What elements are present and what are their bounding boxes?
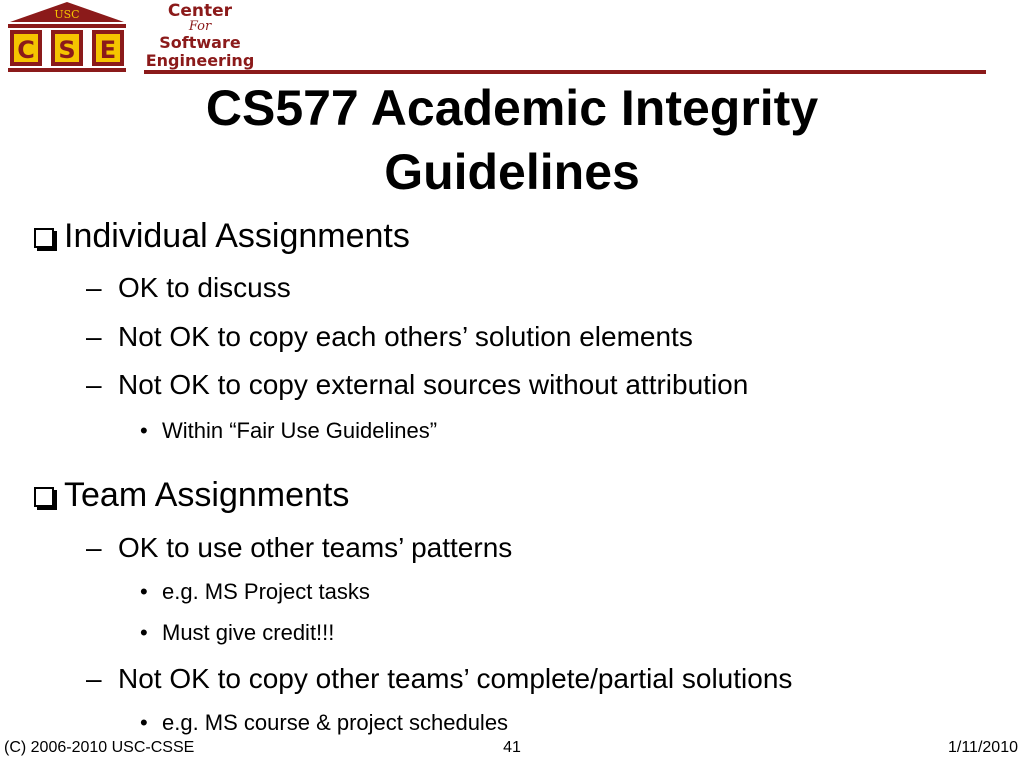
dot-bullet-icon: • xyxy=(140,710,148,735)
footer-copyright: (C) 2006-2010 USC-CSSE xyxy=(4,739,195,756)
sub-list-item-text: Must give credit!!! xyxy=(162,620,335,645)
checkbox-bullet-icon xyxy=(34,228,54,248)
checkbox-bullet-icon xyxy=(34,487,54,507)
dot-bullet-icon: • xyxy=(140,620,148,645)
list-item xyxy=(86,531,512,565)
section-heading xyxy=(34,475,349,515)
logo-letter-s: S xyxy=(58,36,76,64)
section-heading xyxy=(34,216,410,256)
logo-letter-e: E xyxy=(99,36,117,64)
slide-title-line-1: CS577 Academic Integrity xyxy=(205,80,819,136)
dash-bullet-icon: – xyxy=(86,532,102,563)
slide-title-line-2: Guidelines xyxy=(384,144,640,200)
org-line-software: Software xyxy=(159,33,241,52)
dot-bullet-icon: • xyxy=(140,418,148,443)
org-line-center: Center xyxy=(167,1,233,21)
logo-letter-c: C xyxy=(17,36,35,64)
dash-bullet-icon: – xyxy=(86,272,102,303)
list-item-text: Not OK to copy other teams’ complete/partial solutions xyxy=(118,663,793,694)
footer-date: 1/11/2010 xyxy=(948,739,1018,756)
list-item xyxy=(86,368,748,402)
org-line-for: For xyxy=(188,19,212,34)
list-item xyxy=(86,271,291,305)
list-item-text: OK to use other teams’ patterns xyxy=(118,532,513,563)
sub-list-item xyxy=(140,417,437,445)
section-heading-text: Team Assignments xyxy=(64,476,350,514)
list-item xyxy=(86,662,792,696)
org-line-engineering: Engineering xyxy=(145,51,255,70)
logo-usc-text: USC xyxy=(54,8,80,21)
dash-bullet-icon: – xyxy=(86,663,102,694)
footer-page-number: 41 xyxy=(503,739,521,756)
sub-list-item xyxy=(140,578,370,606)
sub-list-item-text: e.g. MS course & project schedules xyxy=(162,710,509,735)
dot-bullet-icon: • xyxy=(140,579,148,604)
list-item-text: OK to discuss xyxy=(118,272,291,303)
sub-list-item-text: Within “Fair Use Guidelines” xyxy=(162,418,438,443)
dash-bullet-icon: – xyxy=(86,369,102,400)
list-item xyxy=(86,320,693,354)
list-item-text: Not OK to copy external sources without attribution xyxy=(118,369,749,400)
list-item-text: Not OK to copy each others’ solution elements xyxy=(118,321,693,352)
dash-bullet-icon: – xyxy=(86,321,102,352)
sub-list-item xyxy=(140,619,334,647)
sub-list-item xyxy=(140,709,508,737)
section-heading-text: Individual Assignments xyxy=(64,217,410,255)
sub-list-item-text: e.g. MS Project tasks xyxy=(162,579,370,604)
